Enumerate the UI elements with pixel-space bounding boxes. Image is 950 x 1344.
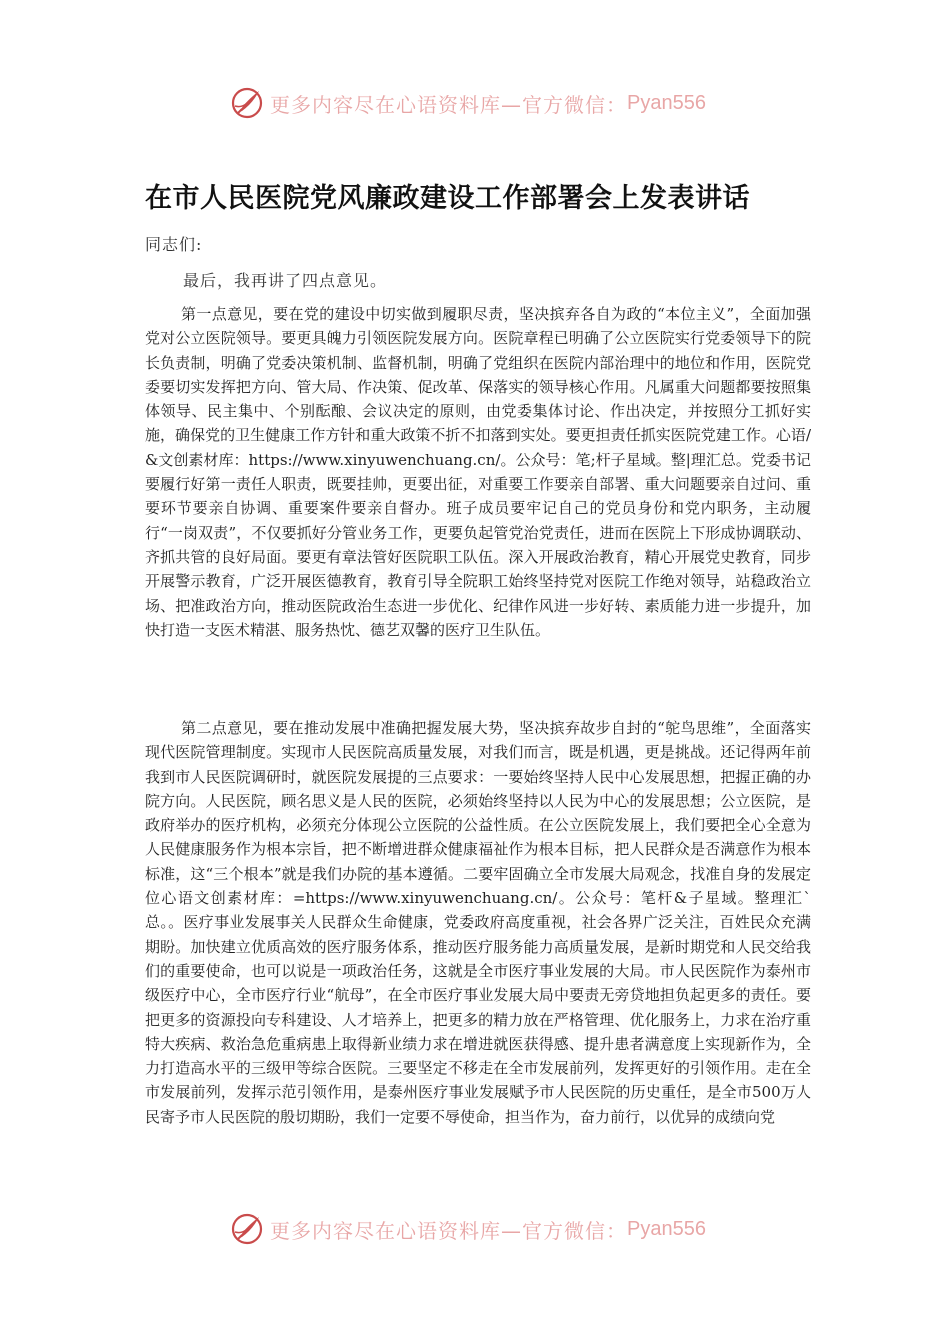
paragraph-1: 第一点意见，要在党的建设中切实做到履职尽责，坚决摈弃各自为政的“本位主义”，全面加强党对公立医院领导。要更具魄力引领医院发展方向。医院章程已明确了公立医院实行党委领导下的院长负责制，明确了党委决策机制、监督机制，明确了党组织在医院内部治理中的地位和作用，医院党委要切实发挥把方向、管大局、作决策、促改革、保落实的领导核心作用。凡属重大问题都要按照集体领导、民主集中、个别酝酿、会议决定的原则，由党委集体讨论、作出决定，并按照分工抓好实施，确保党的卫生健康工作方针和重大政策不折不扣落到实处。要更担责任抓实医院党建工作。心语/&文创素材库：https://www.xinyuwenchuang.cn/。公众号：笔;杆子星域。整|理汇总。党委书记要履行好第一责任人职责，既要挂帅，更要出征，对重要工作要亲自部署、重大问题要亲自过问、重要环节要亲自协调、重要案件要亲自督办。班子成员要牢记自己的党员身份和党内职务，主动履行“一岗双责”，不仅要抓好分管业务工作，更要负起管党治党责任，进而在医院上下形成协调联动、齐抓共管的良好局面。要更有章法管好医院职工队伍。深入开展政治教育，精心开展党史教育，同步开展警示教育，广泛开展医德教育，教育引导全院职工始终坚持党对医院工作绝对领导，站稳政治立场、把准政治方向，推动医院政治生态进一步优化、纪律作风进一步好转、素质能力进一步提升，加快打造一支医术精湛、服务热忱、德艺双馨的医疗卫生队伍。 [145, 305, 811, 639]
banner-text: 更多内容尽在心语资料库—官方微信： [270, 1218, 627, 1243]
paragraph-2: 第二点意见，要在推动发展中准确把握发展大势，坚决摈弃故步自封的“鸵鸟思维”，全面落实现代医院管理制度。实现市人民医院高质量发展，对我们而言，既是机遇，更是挑战。还记得两年前我到市人民医院调研时，就医院发展提的三点要求：一要始终坚持人民中心发展思想，把握正确的办院方向。人民医院，顾名思义是人民的医院，必须始终坚持以人民为中心的发展思想；公立医院，是政府举办的医疗机构，必须充分体现公立医院的公益性质。在公立医院发展上，我们要把全心全意为人民健康服务作为根本宗旨，把不断增进群众健康福祉作为根本目标，把人民群众是否满意作为根本标准，这“三个根本”就是我们办院的基本遵循。二要牢固确立全市发展大局观念，找准自身的发展定位心语文创素材库：=https://www.xinyuwenchuang.cn/。公众号：笔杆&子星域。整理汇`总。。医疗事业发展事关人民群众生命健康，党委政府高度重视，社会各界广泛关注，百姓民众充满期盼。加快建立优质高效的医疗服务体系，推动医疗服务能力高质量发展，是新时期党和人民交给我们的重要使命，也可以说是一项政治任务，这就是全市医疗事业发展的大局。市人民医院作为泰州市级医疗中心，全市医疗行业“航母”，在全市医疗事业发展大局中要责无旁贷地担负起更多的责任。要把更多的资源投向专科建设、人才培养上，把更多的精力放在严格管理、优化服务上，力求在治疗重特大疾病、救治急危重病患上取得新业绩力求在增进就医获得感、提升患者满意度上实现新作为，全力打造高水平的三级甲等综合医院。三要坚定不移走在全市发展前列，发挥更好的引领作用。走在全市发展前列，发挥示范引领作用，是泰州医疗事业发展赋予市人民医院的历史重任，是全市500万人民寄予市人民医院的殷切期盼，我们一定要不辱使命，担当作为，奋力前行，以优异的成绩向党 [145, 719, 811, 1126]
quill-pen-logo-icon [230, 1212, 264, 1246]
banner-wechat-id: Pyan556 [627, 91, 706, 114]
banner-text: 更多内容尽在心语资料库—官方微信： [270, 92, 627, 117]
banner-wechat-id: Pyan556 [627, 1217, 706, 1240]
quill-pen-logo-icon [230, 86, 264, 120]
intro-line: 最后，我再讲了四点意见。 [183, 271, 388, 290]
document-title: 在市人民医院党风廉政建设工作部署会上发表讲话 [145, 183, 750, 214]
greeting: 同志们: [145, 235, 203, 254]
bottom-banner [230, 1212, 730, 1246]
top-banner [230, 86, 730, 120]
